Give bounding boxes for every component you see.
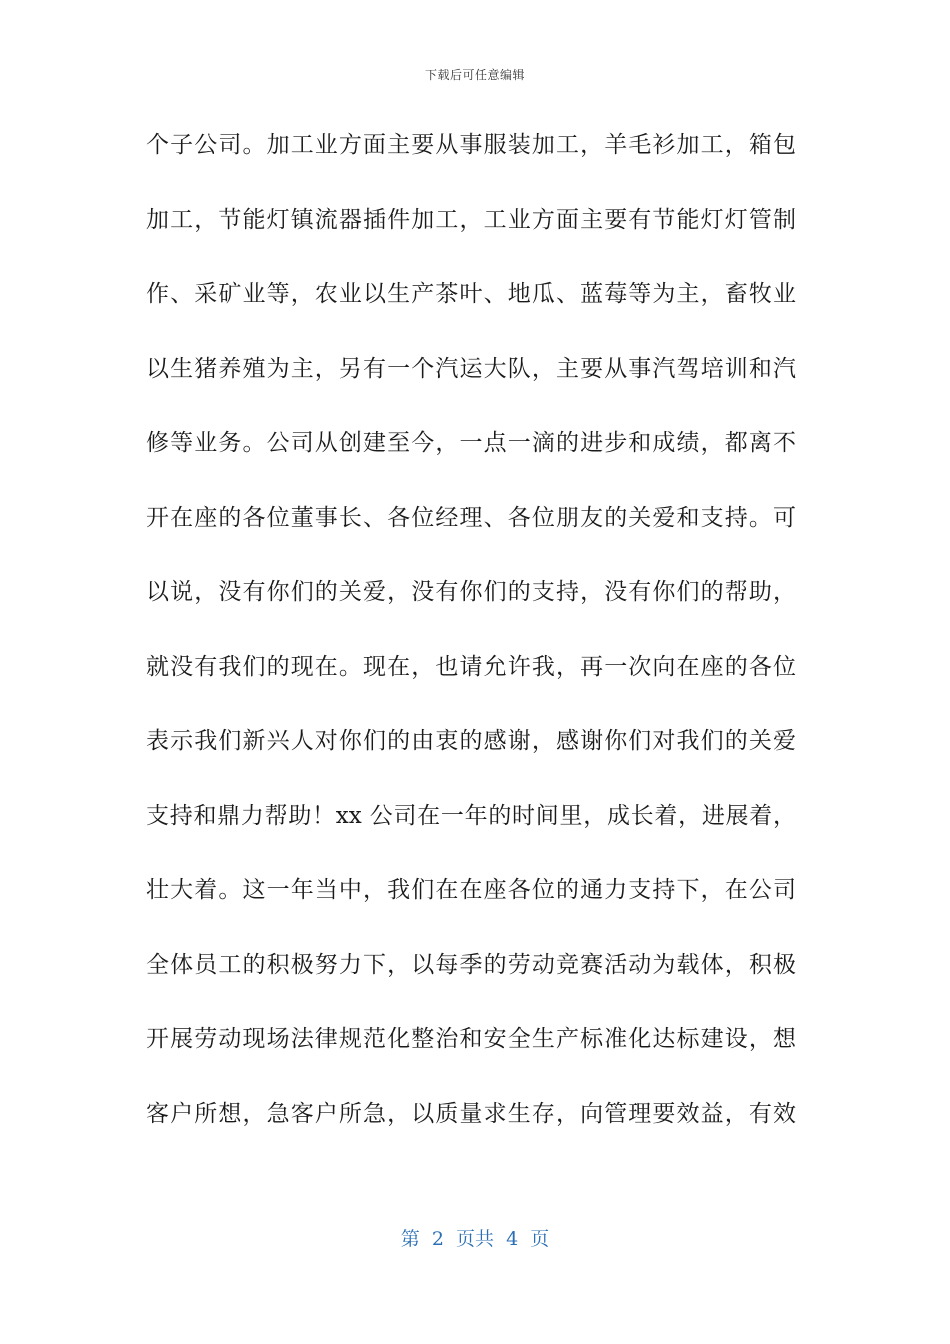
text-line: 壮大着。这一年当中，我们在在座各位的通力支持下，在公司 [146,877,796,903]
text-line: 修等业务。公司从创建至今，一点一滴的进步和成绩，都离不 [146,430,796,456]
text-line: 支持和鼎力帮助！xx 公司在一年的时间里，成长着，进展着， [146,802,796,829]
text-line: 以说，没有你们的关爱，没有你们的支持，没有你们的帮助， [146,579,796,605]
text-line: 加工，节能灯镇流器插件加工，工业方面主要有节能灯灯管制 [146,206,796,233]
text-line: 作、采矿业等，农业以生产茶叶、地瓜、蓝莓等为主，畜牧业 [146,281,796,307]
page-number-footer: 第 2 页共 4 页 [400,1228,550,1250]
text-line: 个子公司。加工业方面主要从事服装加工，羊毛衫加工，箱包 [146,132,796,158]
text-line: 开在座的各位董事长、各位经理、各位朋友的关爱和支持。可 [146,504,796,531]
header-note: 下载后可任意编辑 [424,68,525,82]
text-line: 以生猪养殖为主，另有一个汽运大队，主要从事汽驾培训和汽 [146,355,796,382]
text-line: 客户所想，急客户所急，以质量求生存，向管理要效益，有效 [146,1100,796,1127]
body-text [146,118,796,1161]
text-line: 就没有我们的现在。现在，也请允许我，再一次向在座的各位 [146,653,796,680]
text-line: 全体员工的积极努力下，以每季的劳动竞赛活动为载体，积极 [146,951,796,978]
text-line: 开展劳动现场法律规范化整治和安全生产标准化达标建设，想 [146,1026,796,1052]
text-line: 表示我们新兴人对你们的由衷的感谢，感谢你们对我们的关爱 [146,728,796,754]
